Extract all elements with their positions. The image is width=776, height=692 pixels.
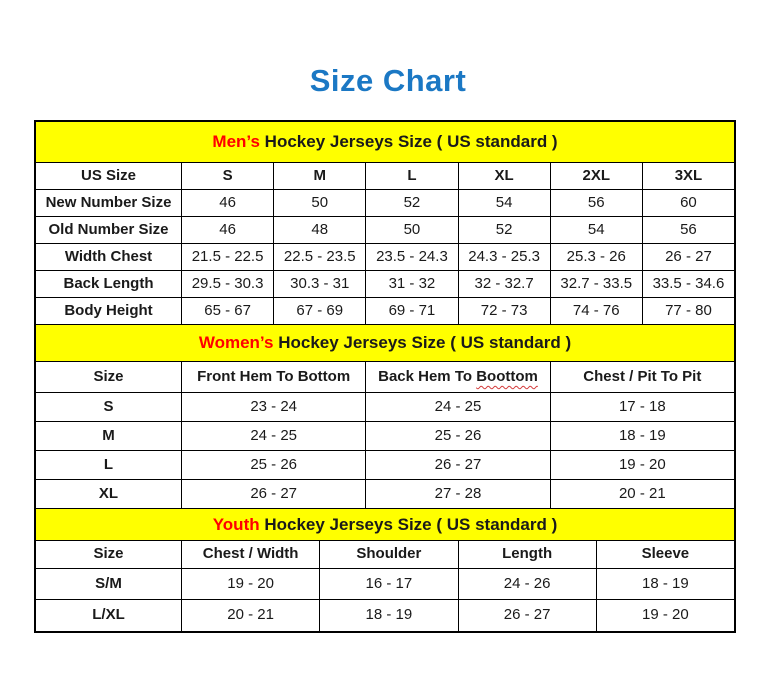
youth-data-row [36, 600, 734, 631]
men-value-cell: 29.5 - 30.3 [182, 271, 274, 297]
men-data-row [36, 298, 734, 325]
men-row-label: Width Chest [36, 244, 182, 270]
youth-value-cell: 19 - 20 [182, 569, 320, 599]
men-column-header: M [274, 163, 366, 189]
men-value-cell: 69 - 71 [366, 298, 458, 324]
women-misspelled-word: Boottom [476, 367, 538, 385]
men-value-cell: 26 - 27 [665, 247, 712, 265]
women-row-label: M [36, 422, 182, 450]
women-section-title-text: Hockey Jerseys Size ( US standard ) [273, 333, 572, 352]
men-section-title-text: Hockey Jerseys Size ( US standard ) [259, 132, 558, 151]
women-value-cell: 26 - 27 [366, 451, 550, 479]
men-section-header [36, 122, 734, 163]
men-section-accent-text: Men’s [212, 132, 260, 151]
women-section [36, 325, 734, 509]
women-data-row [36, 422, 734, 451]
men-value-cell: 32.7 - 33.5 [551, 271, 643, 297]
men-value-cell: 32 - 32.7 [459, 271, 551, 297]
men-column-header: 3XL [674, 166, 703, 184]
youth-section-title-text: Hockey Jerseys Size ( US standard ) [259, 514, 558, 534]
women-value-cell: 24 - 25 [366, 393, 550, 421]
men-value-cell: 67 - 69 [274, 298, 366, 324]
men-data-row [36, 244, 734, 271]
men-value-cell: 52 [366, 190, 458, 216]
men-data-row [36, 271, 734, 298]
women-value-cell: 20 - 21 [618, 484, 666, 502]
youth-row-label: L/XL [36, 600, 182, 631]
men-row-label: New Number Size [36, 190, 182, 216]
men-value-cell: 22.5 - 23.5 [274, 244, 366, 270]
men-column-header: L [366, 163, 458, 189]
women-data-row [36, 451, 734, 480]
youth-value-cell: 20 - 21 [182, 600, 320, 631]
men-value-cell: 50 [366, 217, 458, 243]
men-table [36, 163, 734, 325]
women-section-accent-text: Women’s [198, 333, 274, 352]
men-row-label: Back Length [36, 271, 182, 297]
youth-value-cell: 26 - 27 [459, 600, 597, 631]
women-table [36, 362, 734, 509]
women-column-header [366, 362, 550, 392]
women-value-cell: 25 - 26 [366, 422, 550, 450]
youth-value-cell: 16 - 17 [320, 569, 458, 599]
men-value-cell: 50 [274, 190, 366, 216]
youth-section [36, 509, 734, 631]
youth-value-cell: 24 - 26 [459, 569, 597, 599]
men-value-cell: 46 [182, 217, 274, 243]
women-value-cell: 26 - 27 [182, 480, 366, 508]
youth-header-row [36, 541, 734, 569]
women-value-cell: 24 - 25 [182, 422, 366, 450]
men-value-cell: 30.3 - 31 [274, 271, 366, 297]
men-value-cell: 48 [274, 217, 366, 243]
page-title: Size Chart [309, 63, 467, 98]
men-value-cell: 72 - 73 [459, 298, 551, 324]
women-data-row [36, 393, 734, 422]
men-data-row [36, 190, 734, 217]
men-section [36, 122, 734, 325]
youth-column-header: Length [459, 541, 597, 568]
women-value-cell: 19 - 20 [618, 455, 666, 473]
men-value-cell: 74 - 76 [551, 298, 643, 324]
men-value-cell: 77 - 80 [665, 301, 712, 319]
youth-table [36, 541, 734, 631]
youth-value-cell: 18 - 19 [320, 600, 458, 631]
men-data-row [36, 217, 734, 244]
men-value-cell: 46 [182, 190, 274, 216]
men-value-cell: 65 - 67 [182, 298, 274, 324]
men-value-cell: 23.5 - 24.3 [366, 244, 458, 270]
men-value-cell: 33.5 - 34.6 [652, 274, 725, 292]
men-column-header: US Size [36, 163, 182, 189]
men-value-cell: 54 [551, 217, 643, 243]
women-header-row [36, 362, 734, 393]
women-value-cell: 23 - 24 [182, 393, 366, 421]
women-column-header: Chest / Pit To Pit [583, 367, 702, 385]
men-value-cell: 56 [551, 190, 643, 216]
women-value-cell: 25 - 26 [182, 451, 366, 479]
men-value-cell: 24.3 - 25.3 [459, 244, 551, 270]
men-row-label: Body Height [36, 298, 182, 324]
youth-value-cell: 19 - 20 [642, 606, 689, 624]
youth-section-header [36, 509, 734, 541]
youth-value-cell: 18 - 19 [642, 574, 689, 592]
women-data-row [36, 480, 734, 509]
men-value-cell: 60 [680, 193, 697, 211]
men-column-header: XL [459, 163, 551, 189]
youth-column-header: Shoulder [320, 541, 458, 568]
youth-column-header: Size [36, 541, 182, 568]
women-value-cell: 17 - 18 [618, 397, 666, 415]
men-value-cell: 54 [459, 190, 551, 216]
size-chart [34, 120, 736, 633]
women-row-label: L [36, 451, 182, 479]
youth-data-row [36, 569, 734, 600]
women-row-label: XL [36, 480, 182, 508]
women-column-header: Size [36, 362, 182, 392]
women-section-header [36, 325, 734, 362]
women-value-cell: 27 - 28 [366, 480, 550, 508]
men-value-cell: 25.3 - 26 [551, 244, 643, 270]
women-value-cell: 18 - 19 [618, 426, 666, 444]
women-column-header: Front Hem To Bottom [182, 362, 366, 392]
men-column-header: S [182, 163, 274, 189]
youth-column-header: Sleeve [641, 545, 690, 563]
men-value-cell: 31 - 32 [366, 271, 458, 297]
men-header-row [36, 163, 734, 190]
men-column-header: 2XL [551, 163, 643, 189]
youth-row-label: S/M [36, 569, 182, 599]
women-row-label: S [36, 393, 182, 421]
youth-column-header: Chest / Width [182, 541, 320, 568]
men-row-label: Old Number Size [36, 217, 182, 243]
men-value-cell: 21.5 - 22.5 [182, 244, 274, 270]
men-value-cell: 56 [680, 220, 697, 238]
men-value-cell: 52 [459, 217, 551, 243]
youth-section-accent-text: Youth [212, 514, 260, 534]
women-column-header-text: Back Hem To [378, 367, 477, 385]
